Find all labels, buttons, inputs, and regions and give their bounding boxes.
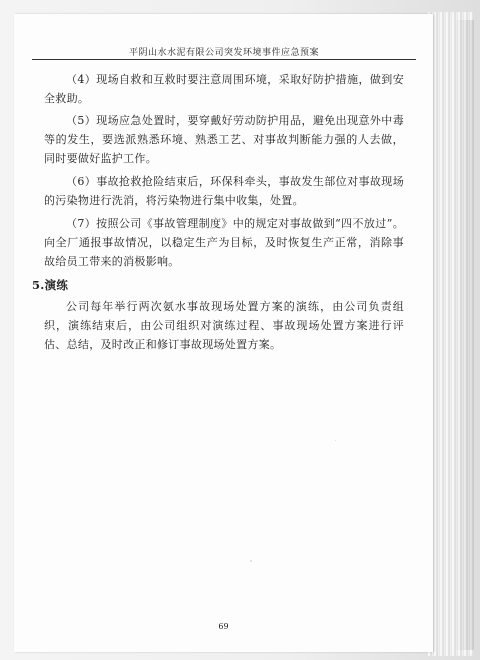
running-header: 平阴山水水泥有限公司突发环境事件应急预案: [128, 48, 319, 58]
paragraph-5: （5）现场应急处置时，要穿戴好劳动防护用品，避免出现意外中毒等的发生，要选派熟悉环境、熟悉工艺、对事故判断能力强的人去做，同时要做好监护工作。: [44, 114, 404, 165]
header-rule: [32, 59, 416, 60]
section-body: 公司每年举行两次氨水事故现场处置方案的演练，由公司负责组织，演练结束后，由公司组织对演练过程、事故现场处置方案进行评估、总结，及时改正和修订事故现场处置方案。: [44, 300, 404, 351]
paragraph-4: （4）现场自救和互救时要注意周围环境，采取好防护措施，做到安全救助。: [44, 73, 404, 105]
page-edge-shadow: [454, 20, 474, 650]
section-heading: 5.演练: [32, 278, 69, 292]
page-content: [32, 70, 404, 358]
paragraph-7: （7）按照公司《事故管理制度》中的规定对事故做到“四不放过”。向全厂通报事故情况，以稳定生产为目标，及时恢复生产正常，消除事故给员工带来的消极影响。: [44, 217, 404, 268]
scan-speck: [250, 560, 252, 562]
paragraph-6: （6）事故抢救抢险结束后，环保科牵头，事故发生部位对事故现场的污染物进行洗消，将污染物进行集中收集，处置。: [44, 175, 404, 207]
page-number: 69: [218, 622, 229, 631]
scan-speck: [335, 440, 336, 441]
